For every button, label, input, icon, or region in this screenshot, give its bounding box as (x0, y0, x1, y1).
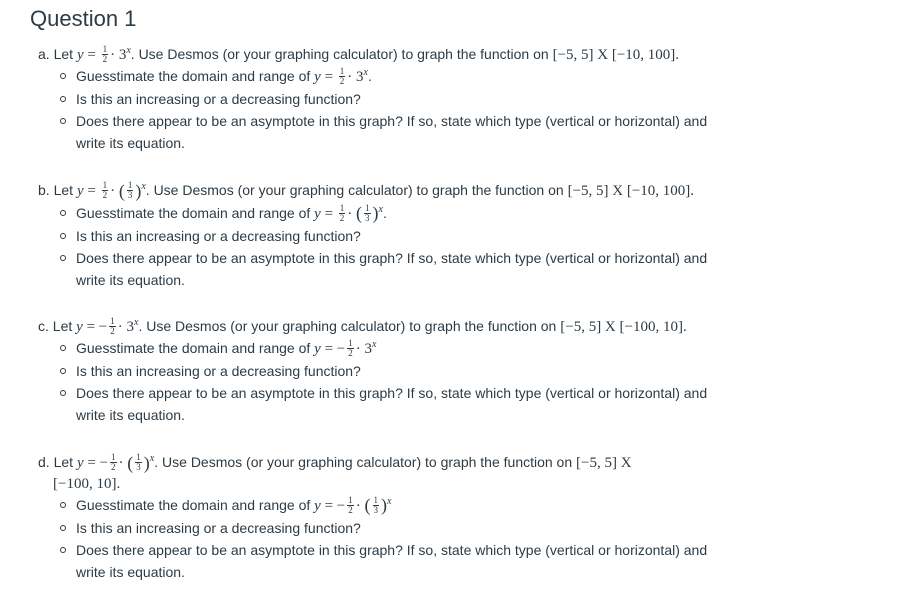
fraction-one-half: $\frac{1}{2}$ (348, 338, 353, 359)
fraction-one-half: $\frac{1}{2}$ (102, 180, 108, 201)
part-a-bullets (38, 65, 898, 154)
function-expression: y = − $\frac{1}{2}$ · 3$^x$ (314, 338, 377, 359)
part-c-bullets (38, 337, 898, 426)
part-b-prompt: b. Let y = $\frac{1}{2}$ · ( $\frac{1}{3}$ )$^x$. Use Desmos (or your graphing calculator) to graph the function on [−5, 5] X [−10, 100]. (38, 180, 695, 201)
part-b-bullets (38, 202, 898, 292)
fraction-one-half: $\frac{1}{2}$ (339, 66, 345, 87)
fraction-one-half: $\frac{1}{2}$ (102, 44, 108, 65)
instruction-text: Use Desmos (or your graphing calculator) to graph the function on (153, 182, 564, 198)
bullet-icon (60, 345, 66, 351)
list-item: Guesstimate the domain and range of y = − $\frac{1}{2}$ · 3$^x$ (60, 337, 898, 360)
let-label: Let (53, 46, 74, 62)
list-item: Is this an increasing or a decreasing function? (60, 517, 898, 539)
part-c-prompt: c. Let y = − $\frac{1}{2}$ · 3$^x$. Use Desmos (or your graphing calculator) to graph the function on [−5, 5] X [−100, 10]. (38, 316, 687, 337)
list-item: Is this an increasing or a decreasing function? (60, 88, 898, 110)
list-item: Guesstimate the domain and range of y = $\frac{1}{2}$ · 3$^x$. (60, 65, 898, 88)
list-item: Does there appear to be an asymptote in this graph? If so, state which type (vertical or horizontal) and write its equation. (60, 110, 898, 154)
viewing-window: [−5, 5] X [−100, 10]. (560, 319, 687, 335)
let-label: Let (53, 454, 74, 470)
list-item: Guesstimate the domain and range of y = − $\frac{1}{2}$ · ( $\frac{1}{3}$ )$^x$ (60, 494, 898, 518)
part-c (38, 316, 898, 426)
bullet-icon (60, 233, 66, 239)
function-expression: y = $\frac{1}{2}$ · 3$^x$ (76, 44, 131, 65)
function-expression: y = $\frac{1}{2}$ · 3$^x$ (314, 66, 368, 87)
part-letter: a. (38, 46, 50, 62)
fraction-one-half: $\frac{1}{2}$ (339, 202, 345, 223)
function-expression: y = $\frac{1}{2}$ · ( $\frac{1}{3}$ )$^x$ (314, 202, 383, 224)
bullet-icon (60, 210, 66, 216)
fraction-one-third: $\frac{1}{3}$ (365, 202, 370, 223)
bullet-icon (60, 547, 66, 553)
part-a (38, 44, 898, 154)
part-a-prompt: a. Let y = $\frac{1}{2}$ · 3$^x$. Use Desmos (or your graphing calculator) to graph the function on [−5, 5] X [−10, 100]. (38, 44, 680, 65)
question-title: Question 1 (30, 6, 137, 31)
list-item: Does there appear to be an asymptote in this graph? If so, state which type (vertical or horizontal) and write its equation. (60, 247, 898, 291)
part-letter: c. (38, 318, 49, 334)
bullet-icon (60, 502, 66, 508)
part-d (38, 452, 898, 583)
fraction-one-half: $\frac{1}{2}$ (110, 316, 115, 337)
bullet-icon (60, 118, 66, 124)
list-item: Is this an increasing or a decreasing function? (60, 360, 898, 382)
fraction-one-third: $\frac{1}{3}$ (373, 494, 379, 515)
fraction-one-third: $\frac{1}{3}$ (127, 180, 133, 201)
fraction-one-half: $\frac{1}{2}$ (348, 494, 353, 515)
fraction-one-third: $\frac{1}{3}$ (136, 452, 141, 473)
part-d-bullets (38, 494, 898, 584)
part-letter: b. (38, 182, 50, 198)
bullet-icon (60, 96, 66, 102)
list-item: Does there appear to be an asymptote in this graph? If so, state which type (vertical or horizontal) and write its equation. (60, 382, 898, 426)
list-item: Does there appear to be an asymptote in this graph? If so, state which type (vertical or horizontal) and write its equation. (60, 539, 898, 583)
bullet-icon (60, 525, 66, 531)
part-d-prompt: d. Let y = − $\frac{1}{2}$ · ( $\frac{1}{3}$ )$^x$. Use Desmos (or your graphing calculator) to graph the function on [−5, 5] X (38, 452, 632, 473)
bullet-icon (60, 255, 66, 261)
bullet-icon (60, 390, 66, 396)
list-item: Is this an increasing or a decreasing function? (60, 225, 898, 247)
viewing-window: [−5, 5] X [−10, 100]. (567, 183, 695, 199)
function-expression: y = − $\frac{1}{2}$ · 3$^x$ (76, 316, 139, 337)
fraction-one-half: $\frac{1}{2}$ (111, 452, 116, 473)
function-expression: y = − $\frac{1}{2}$ · ( $\frac{1}{3}$ )$^x$ (76, 452, 155, 473)
instruction-text: Use Desmos (or your graphing calculator) to graph the function on (146, 318, 557, 334)
bullet-icon (60, 368, 66, 374)
viewing-window-part1: [−5, 5] X (576, 455, 632, 471)
bullet-icon (60, 73, 66, 79)
function-expression: y = − $\frac{1}{2}$ · ( $\frac{1}{3}$ )$^x$ (314, 494, 392, 516)
part-letter: d. (38, 454, 50, 470)
let-label: Let (52, 318, 73, 334)
viewing-window-part2: [−100, 10]. (53, 475, 121, 492)
part-b (38, 180, 898, 291)
instruction-text: Use Desmos (or your graphing calculator) to graph the function on (138, 46, 549, 62)
function-expression: y = $\frac{1}{2}$ · ( $\frac{1}{3}$ )$^x$ (76, 180, 146, 201)
instruction-text: Use Desmos (or your graphing calculator) to graph the function on (162, 454, 573, 470)
viewing-window: [−5, 5] X [−10, 100]. (552, 47, 680, 63)
list-item: Guesstimate the domain and range of y = $\frac{1}{2}$ · ( $\frac{1}{3}$ )$^x$. (60, 202, 898, 226)
let-label: Let (53, 182, 74, 198)
